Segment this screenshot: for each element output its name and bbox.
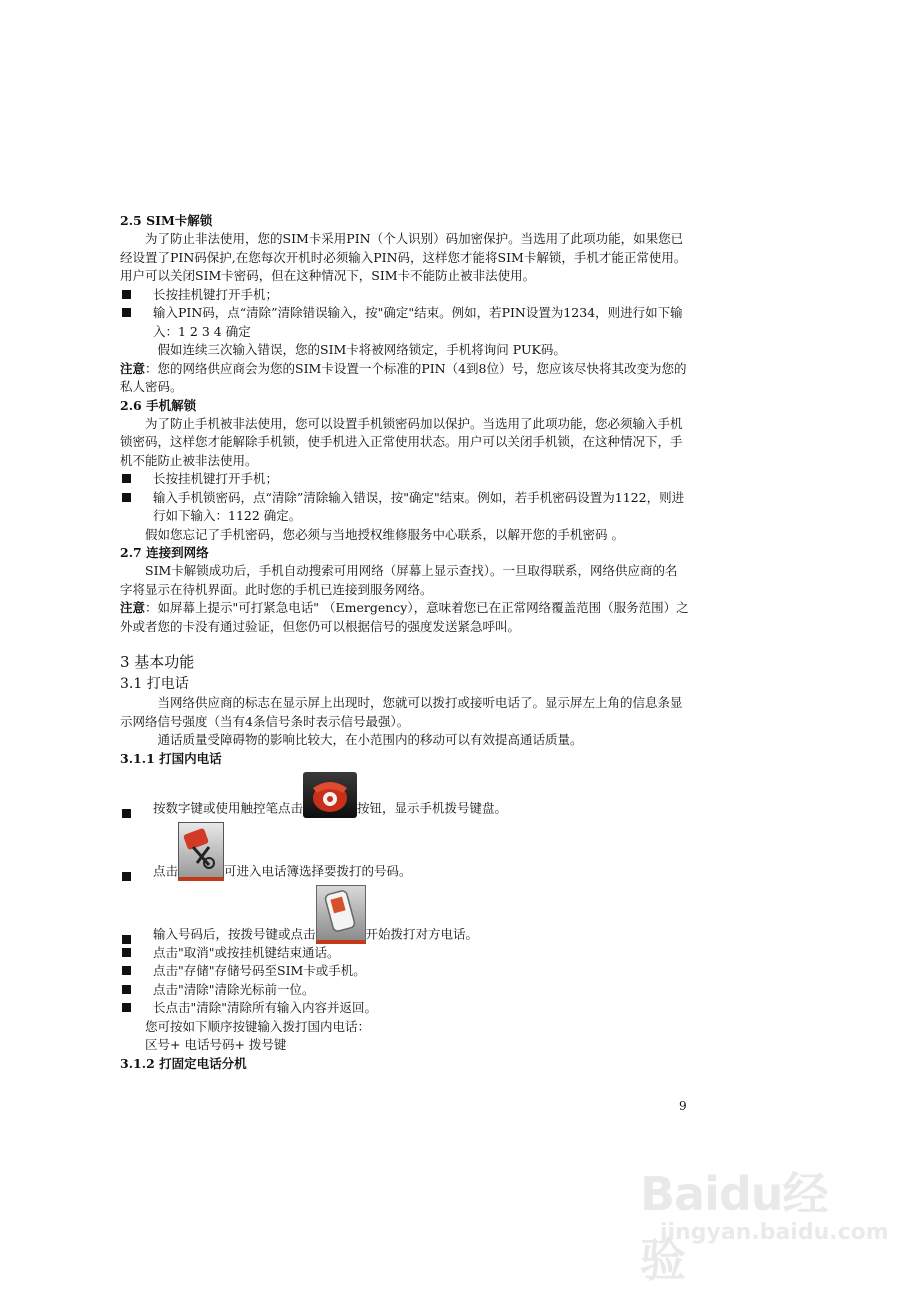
bullet-item: 点击"存储"存储号码至SIM卡或手机。: [120, 962, 690, 981]
red-telephone-icon[interactable]: [303, 772, 357, 818]
chapter-3-heading: 3 基本功能: [120, 653, 195, 671]
bullet-item: 输入PIN码，点“清除”清除错误输入，按"确定"结束。例如，若PIN设置为1234，则进行如下输入：1 2 3 4 确定: [120, 304, 690, 341]
paragraph: 区号+ 电话号码+ 拨号键: [145, 1037, 287, 1052]
paragraph: 假如您忘记了手机密码，您必须与当地授权维修服务中心联系，以解开您的手机密码 。: [145, 526, 624, 542]
bullet-square-icon: [122, 1003, 131, 1012]
bullet-square-icon: [122, 809, 131, 818]
bullet-square-icon: [122, 985, 131, 994]
watermark-url: jingyan.baidu.com: [660, 1220, 889, 1245]
bullet-square-icon: [122, 493, 131, 502]
bullet-item: 长按挂机键打开手机；: [120, 470, 690, 489]
bullet-square-icon: [122, 474, 131, 483]
paragraph: 通话质量受障碍物的影响比较大，在小范围内的移动可以有效提高通话质量。: [157, 732, 583, 747]
bullet-item: 输入手机锁密码，点“清除”清除输入错误，按"确定"结束。例如，若手机密码设置为1122，则进行如下输入：1122 确定。: [120, 489, 690, 526]
note-label: 注意: [120, 600, 146, 615]
section-2-6-heading: 2.6 手机解锁: [120, 397, 197, 413]
bullet-item: 长点击"清除"清除所有输入内容并返回。: [120, 999, 690, 1018]
bullet-square-icon: [122, 935, 131, 944]
bullet-square-icon: [122, 966, 131, 975]
bullet-square-icon: [122, 290, 131, 299]
bullet-square-icon: [122, 308, 131, 317]
paragraph: 假如连续三次输入错误，您的SIM卡将被网络锁定，手机将询问 PUK码。: [157, 342, 566, 357]
page-number: 9: [679, 1099, 687, 1113]
section-2-7-heading: 2.7 连接到网络: [120, 545, 209, 560]
section-2-5-heading: 2.5 SIM卡解锁: [120, 213, 213, 228]
section-3-1-heading: 3.1 打电话: [120, 676, 189, 692]
bullet-item: 点击"清除"清除光标前一位。: [120, 981, 690, 1000]
baidu-watermark: [640, 1138, 889, 1287]
bullet-square-icon: [122, 948, 131, 957]
bullet-item: 按数字键或使用触控笔点击 按钮，显示手机拨号键盘。: [120, 772, 690, 818]
bullet-item: 点击 可进入电话簿选择要拨打的号码。: [120, 822, 690, 881]
bullet-item: 点击"取消"或按挂机键结束通话。: [120, 944, 690, 963]
section-3-1-2-heading: 3.1.2 打固定电话分机: [120, 1055, 247, 1071]
paragraph: 为了防止手机被非法使用，您可以设置手机锁密码加以保护。当选用了此项功能，您必须输入手机锁密码，这样您才能解除手机锁，使手机进入正常使用状态。用户可以关闭手机锁，在这种情况下，手机不能防止被非法使用。: [120, 415, 683, 468]
bullet-item: 输入号码后，按拨号键或点击 开始拨打对方电话。: [120, 885, 690, 944]
section-3-1-1-heading: 3.1.1 打国内电话: [120, 750, 222, 766]
bullet-square-icon: [122, 872, 131, 881]
paragraph: SIM卡解锁成功后，手机自动搜索可用网络（屏幕上显示查找）。一旦取得联系，网络供应商的名字将显示在待机界面。此时您的手机已连接到服务网络。: [120, 563, 678, 597]
phonebook-icon[interactable]: [178, 822, 224, 881]
page-content: [120, 212, 690, 1073]
watermark-logo: Baidu经验: [640, 1167, 828, 1287]
note-label: 注意: [120, 360, 146, 376]
bullet-item: 长按挂机键打开手机；: [120, 286, 690, 305]
note-paragraph: 注意：如屏幕上提示"可打紧急电话" （Emergency），意味着您已在正常网络覆盖范围（服务范围）之外或者您的卡没有通过验证，但您仍可以根据信号的强度发送紧急呼叫。: [120, 600, 689, 634]
paragraph: 当网络供应商的标志在显示屏上出现时，您就可以拨打或接听电话了。显示屏左上角的信息条显示网络信号强度（当有4条信号条时表示信号最强）。: [120, 695, 683, 729]
mobile-phone-icon[interactable]: [316, 885, 366, 944]
paragraph: 您可按如下顺序按键输入拨打国内电话：: [145, 1018, 371, 1034]
note-paragraph: 注意：您的网络供应商会为您的SIM卡设置一个标准的PIN（4到8位）号，您应该尽快将其改变为您的私人密码。: [120, 360, 687, 394]
paragraph: 为了防止非法使用，您的SIM卡采用PIN（个人识别）码加密保护。当选用了此项功能，如果您已经设置了PIN码保护,在您每次开机时必须输入PIN码，这样您才能将SIM卡解锁，手机才能正常使用。用户可以关闭SIM卡密码，但在这种情况下，SIM卡不能防止被非法使用。: [120, 231, 687, 283]
